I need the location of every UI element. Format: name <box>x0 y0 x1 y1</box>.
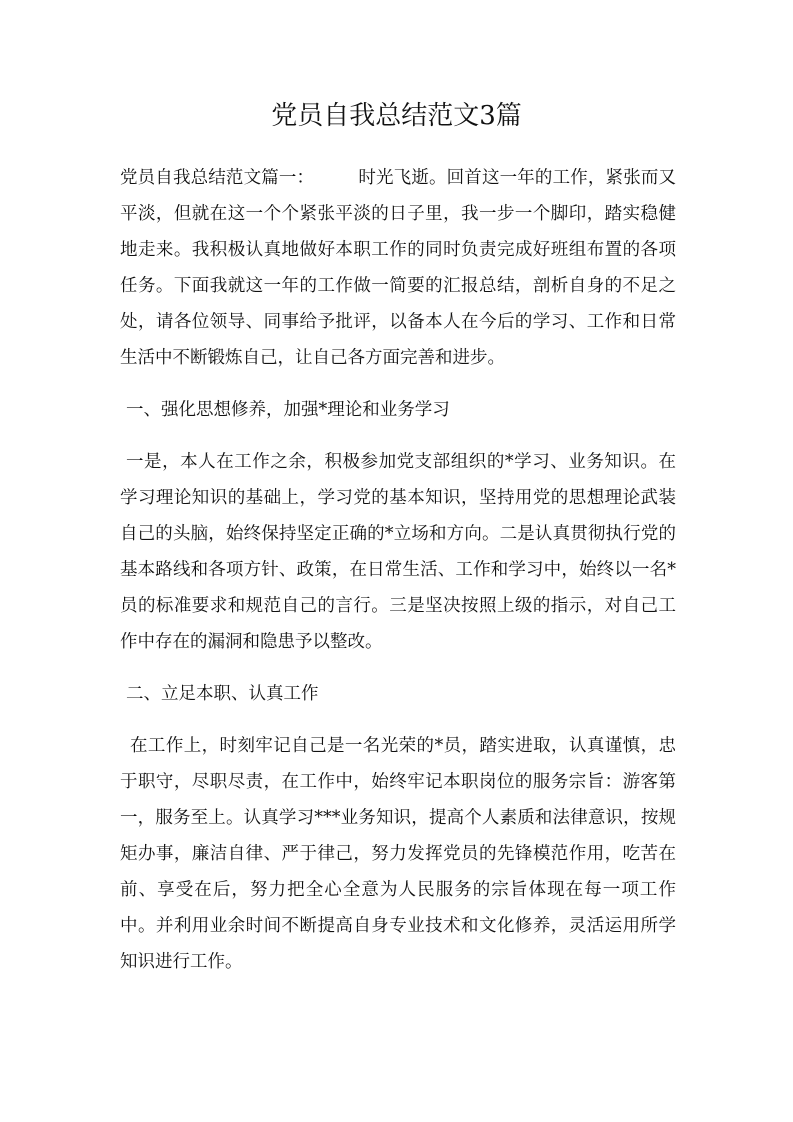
section-1-heading: 一、强化思想修养，加强*理论和业务学习 <box>126 400 450 420</box>
section-1-body: 一是，本人在工作之余，积极参加党支部组织的*学习、业务知识。在学习理论知识的基础上，学习党的基本知识，坚持用党的思想理论武装自己的头脑，始终保持坚定正确的*立场和方向。二是认真贯彻执行党的基本路线和各项方针、政策，在日常生活、工作和学习中，始终以一名*员的标准要求和规范自己的言行。三是坚决按照上级的指示，对自己工作中存在的漏洞和隐患予以整改。 <box>120 452 676 652</box>
section-2-body: 在工作上，时刻牢记自己是一名光荣的*员，踏实进取，认真谨慎，忠于职守，尽职尽责，在工作中，始终牢记本职岗位的服务宗旨：游客第一，服务至上。认真学习***业务知识，提高个人素质和法律意识，按规矩办事，廉洁自律、严于律己，努力发挥党员的先锋模范作用，吃苦在前、享受在后，努力把全心全意为人民服务的宗旨体现在每一项工作中。并利用业余时间不断提高自身专业技术和文化修养，灵活运用所学知识进行工作。 <box>120 736 676 972</box>
document-body <box>120 160 676 980</box>
section-2-heading: 二、立足本职、认真工作 <box>126 684 319 704</box>
intro-text: 时光飞逝。回首这一年的工作，紧张而又平淡，但就在这一个个紧张平淡的日子里，我一步一个脚印，踏实稳健地走来。我积极认真地做好本职工作的同时负责完成好班组布置的各项任务。下面我就这一年的工作做一简要的汇报总结，剖析自身的不足之处，请各位领导、同事给予批评，以备本人在今后的学习、工作和日常生活中不断锻炼自己，让自己各方面完善和进步。 <box>120 168 677 368</box>
document-title: 党员自我总结范文3篇 <box>271 101 522 131</box>
intro-paragraph <box>120 160 676 376</box>
intro-label: 党员自我总结范文篇一： <box>120 168 315 188</box>
